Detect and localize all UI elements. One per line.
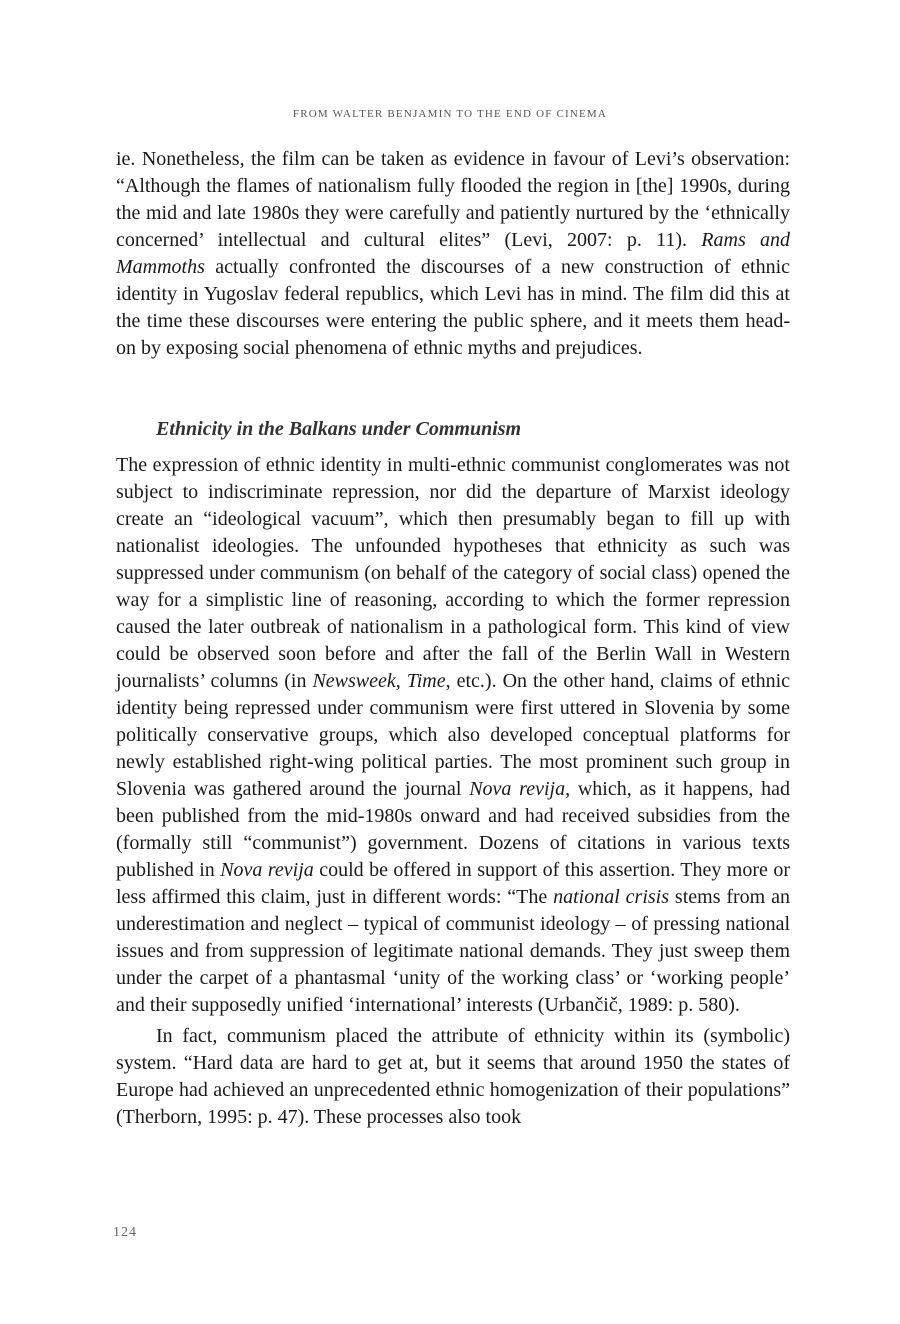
paragraph-text: stems from an underestimation and neglect – typical of communist ideology – of pressing national issues and from suppression of legitimate national demands. They just sweep them under the carpet of a phantasmal ‘unity of the working class’ or ‘working people’ and their supposedly unified ‘international’ interests (Urbančič, 1989: p. 580).: [116, 886, 790, 1016]
film-title-italic: Rams and Mammoths: [116, 229, 790, 278]
section-heading: Ethnicity in the Balkans under Communism: [156, 418, 522, 440]
paragraph-text: , etc.). On the other hand, claims of ethnic identity being repressed under communism were first uttered in Slovenia by some politically conservative groups, which also developed conceptual platforms for newly established right-wing political parties. The most prominent such group in Slovenia was gathered around the journal: [116, 670, 791, 800]
body-paragraph-1-block: [116, 146, 790, 362]
paragraph-text: could be offered in support of this assertion. They more or less affirmed this claim, just in different words: “The: [116, 859, 790, 908]
body-paragraph-2: [116, 452, 790, 1019]
paragraph-text: , which, as it happens, had been published from the mid-1980s onward and had received subsidies from the (formally still “communist”) government. Dozens of citations in various texts published in: [116, 778, 791, 881]
journal-title-italic: Nova revija: [220, 859, 314, 881]
paragraph-text: The expression of ethnic identity in multi-ethnic communist conglomerates was not subject to indiscriminate repression, nor did the departure of Marxist ideology create an “ideological vacuum”, which then presumably began to fill up with nationalist ideologies. The unfounded hypotheses that ethnicity as such was suppressed under communism (on behalf of the category of social class) opened the way for a simplistic line of reasoning, according to which the former repression caused the later outbreak of nationalism in a pathological form. This kind of view could be observed soon before and after the fall of the Berlin Wall in Western journalists’ columns (in: [116, 454, 790, 692]
page-number: 124: [113, 1225, 137, 1240]
running-header: FROM WALTER BENJAMIN TO THE END OF CINEMA: [292, 108, 608, 120]
body-paragraph-1: [116, 146, 790, 362]
body-text-block: [116, 452, 790, 1131]
journal-title-italic: Nova revija: [469, 778, 566, 800]
paragraph-text: actually confronted the discourses of a new construction of ethnic identity in Yugoslav federal republics, which Levi has in mind. The film did this at the time these discourses were entering the public sphere, and it meets them head-on by exposing social phenomena of ethnic myths and prejudices.: [116, 256, 790, 359]
journal-title-italic: Time: [406, 670, 446, 692]
paragraph-text: ie. Nonetheless, the film can be taken as evidence in favour of Levi’s observation: “Although the flames of nationalism fully flooded the region in [the] 1990s, during the mid and late 1980s they were carefully and patiently nurtured by the ‘ethnically concerned’ intellectual and cultural elites” (Levi, 2007: p. 11).: [116, 148, 790, 251]
emphasis-italic: national crisis: [553, 886, 670, 908]
body-paragraph-3: In fact, communism placed the attribute of ethnicity within its (symbolic) system. “Hard data are hard to get at, but it seems that around 1950 the states of Europe had achieved an unprecedented ethnic homogenization of their populations” (Therborn, 1995: p. 47). These processes also took: [116, 1025, 790, 1128]
journal-title-italic: Newsweek: [312, 670, 396, 692]
paragraph-text: ,: [395, 670, 407, 692]
